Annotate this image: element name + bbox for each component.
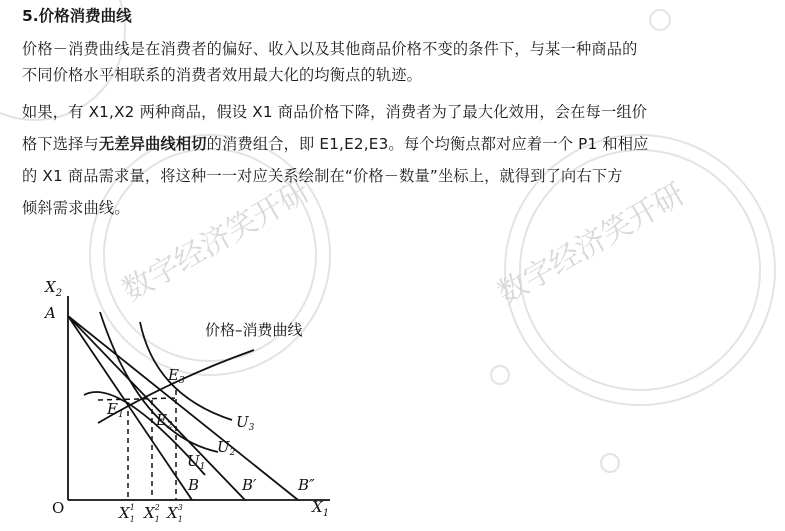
point-e2: $E_2$ xyxy=(156,411,173,431)
paragraph-line: 不同价格水平相联系的消费者效用最大化的均衡点的轨迹。 xyxy=(22,66,423,84)
watermark-text: 数字经济笑开研 xyxy=(491,176,691,312)
budget-line-b-prime xyxy=(68,316,245,500)
tick-label-x1-2: $X^2$ 1 xyxy=(144,503,160,524)
watermark-text: 数字经济笑开研 xyxy=(116,173,316,309)
point-e1: $E_1$ xyxy=(107,400,124,420)
text-run: 格下选择与 xyxy=(22,135,99,153)
origin-label: O xyxy=(52,499,65,517)
text-run: 的消费组合，即 E1,E2,E3。每个均衡点都对应着一个 P1 和相应 xyxy=(206,135,649,153)
x-axis-label: $X_1$ xyxy=(312,498,330,519)
curve-label: 价格–消费曲线 xyxy=(205,321,303,339)
paragraph-line: 倾斜需求曲线。 xyxy=(22,199,130,217)
paragraph-line: 价格－消费曲线是在消费者的偏好、收入以及其他商品价格不变的条件下，与某一种商品的 xyxy=(22,40,638,58)
bold-term: 无差异曲线相切 xyxy=(98,135,207,153)
intercept-label-a: A xyxy=(45,304,56,322)
curve-label-u1: $U_1$ xyxy=(187,452,206,472)
y-axis-label: $X_2$ xyxy=(45,278,63,299)
intercept-label-b-double-prime: B″ xyxy=(298,476,315,494)
section-title: 5.价格消费曲线 xyxy=(22,7,132,25)
curve-label-u3: $U_3$ xyxy=(236,413,255,433)
intercept-label-b: B xyxy=(188,476,200,494)
tick-label-x1-3: $X^3$ 1 xyxy=(167,503,183,524)
point-e3: $E_3$ xyxy=(168,366,185,386)
paragraph-line: 的 X1 商品需求量，将这种一一对应关系绘制在“价格－数量”坐标上，就得到了向右下方 xyxy=(22,167,623,185)
curve-label-u2: $U_2$ xyxy=(217,438,236,458)
indifference-curve-u2 xyxy=(100,312,218,452)
paragraph-line: 如果，有 X1,X2 两种商品，假设 X1 商品价格下降，消费者为了最大化效用，会在每一组价 xyxy=(22,103,648,121)
budget-line-b xyxy=(68,316,192,500)
budget-line-b-double-prime xyxy=(68,316,298,500)
tick-label-x1-1: $X^1$ 1 xyxy=(119,503,135,524)
intercept-label-b-prime: B′ xyxy=(242,476,257,494)
